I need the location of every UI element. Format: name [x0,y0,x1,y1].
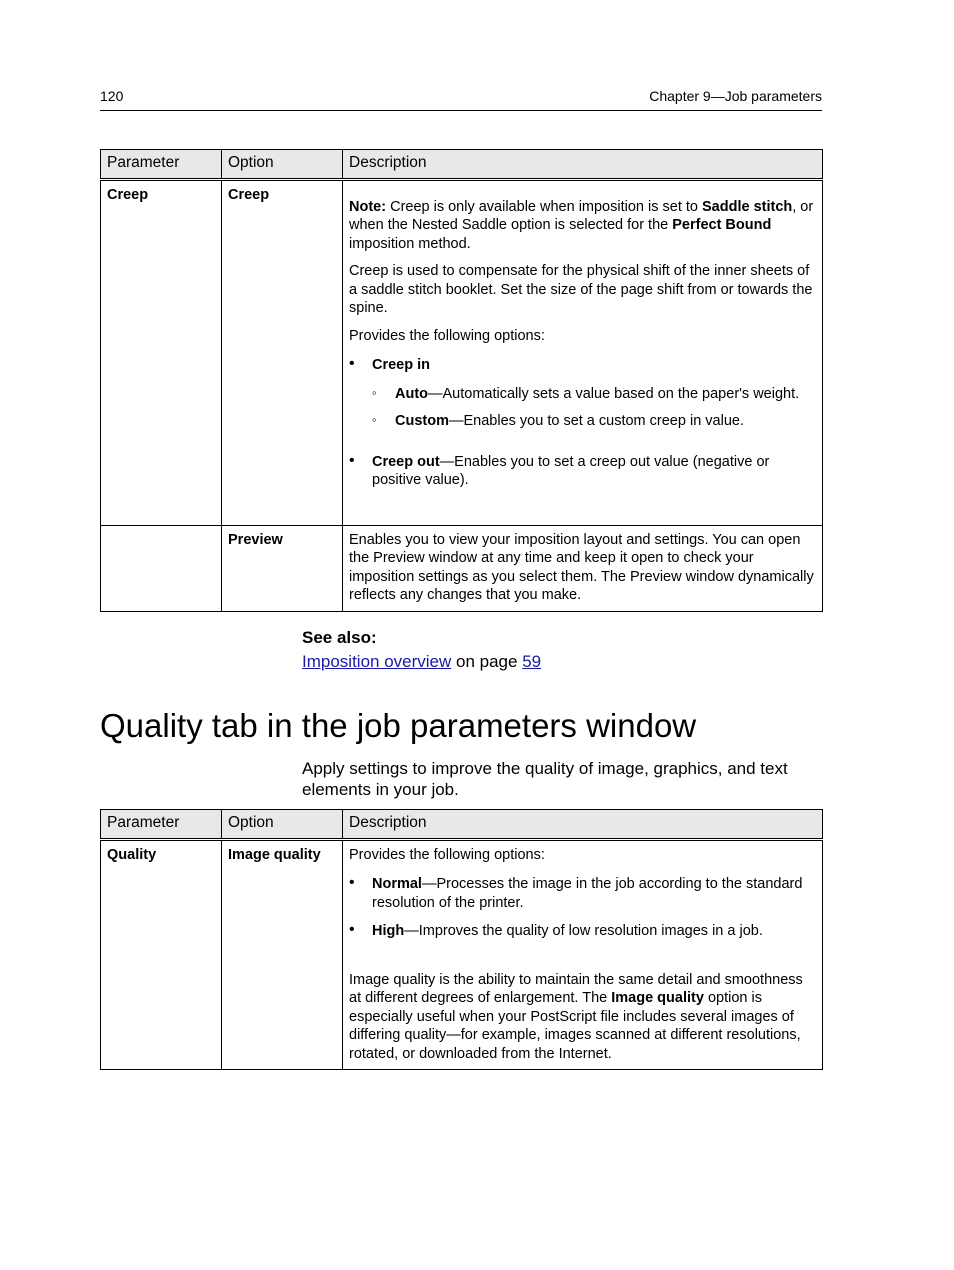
page-59-link[interactable]: 59 [522,652,542,671]
table-row [101,179,823,525]
table-row [101,525,823,611]
header-option: Option [222,810,343,840]
quality-options-list [349,875,816,941]
header-description: Description [343,810,823,840]
description-cell [343,179,823,525]
option-cell: Image quality [222,839,343,1070]
option-cell: Creep [222,179,343,525]
creep-paragraph: Creep is used to compensate for the physical shift of the inner sheets of a saddle stitch booklet. Set the size of the page shift from or towards the spine. [349,263,813,316]
quality-paragraph: Image quality is the ability to maintain the same detail and smoothness at different degrees of enlargement. The Image quality option is especially useful when your PostScript file includes several images of differing quality—for example, images scanned at different resolutions, rotated, or downloaded from the Internet. [349,971,803,1062]
see-also [302,626,541,674]
list-item: • High—Improves the quality of low resolution images in a job. [349,922,816,941]
parameter-cell [101,525,222,611]
creep-table [100,149,823,612]
header-option: Option [222,150,343,180]
table-row [101,839,823,1070]
parameter-cell: Creep [101,179,222,525]
description-cell [343,839,823,1070]
chapter-title: Chapter 9—Job parameters [649,88,822,104]
section-title: Quality tab in the job parameters window [100,707,697,744]
table-header-row [101,150,823,180]
option-cell: Preview [222,525,343,611]
parameter-cell: Quality [101,839,222,1070]
creep-options-list [349,356,816,490]
list-item: • Normal—Processes the image in the job according to the standard resolution of the printer. [349,875,816,912]
description-cell: Enables you to view your imposition layout and settings. You can open the Preview window at any time and keep it open to check your imposition settings as you select them. The Preview window dynamically reflects any changes that you make. [343,525,823,611]
list-item: • Creep out—Enables you to set a creep out value (negative or positive value). [349,453,816,490]
list-item: ◦ Custom—Enables you to set a custom creep in value. [372,412,816,431]
imposition-overview-link[interactable]: Imposition overview [302,652,452,671]
page-header [100,88,822,111]
header-description: Description [343,150,823,180]
options-intro: Provides the following options: [349,327,545,344]
list-item: ◦ Auto—Automatically sets a value based on the paper's weight. [372,385,816,404]
page-number: 120 [100,88,124,104]
note-paragraph: Note: Creep is only available when imposition is set to Saddle stitch, or when the Nested Saddle option is selected for the Perfect Bound imposition method. [349,198,814,252]
header-parameter: Parameter [101,150,222,180]
header-parameter: Parameter [101,810,222,840]
creep-in-sublist [372,385,816,431]
list-item: • Creep in ◦ Auto—Automatically sets a value based on the paper's weight. ◦ Custom—Enables you to set a custom creep in value. [349,356,816,431]
see-also-title: See also: [302,628,377,647]
options-intro: Provides the following options: [349,846,545,863]
table-header-row [101,810,823,840]
quality-table [100,809,823,1070]
see-also-line: Imposition overview on page 59 [302,652,542,671]
section-intro: Apply settings to improve the quality of image, graphics, and text elements in your job. [302,759,788,799]
